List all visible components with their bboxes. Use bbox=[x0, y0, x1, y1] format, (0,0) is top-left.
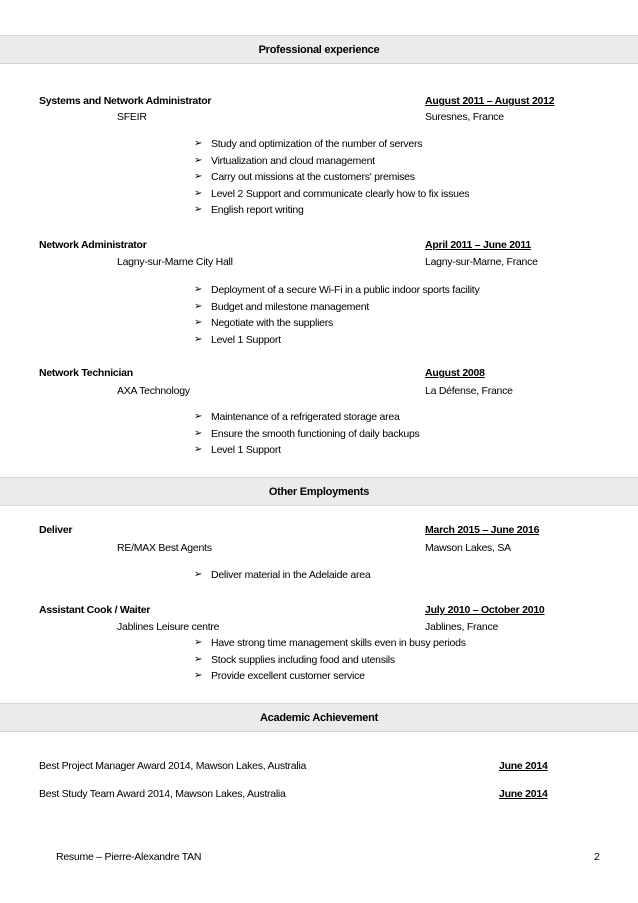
arrow-bullet-icon: ➢ bbox=[194, 444, 203, 456]
list-item bbox=[194, 442, 420, 459]
list-item bbox=[194, 567, 370, 584]
job-date: April 2011 – June 2011 bbox=[425, 239, 531, 251]
arrow-bullet-icon: ➢ bbox=[194, 154, 203, 166]
job-bullet-list bbox=[194, 409, 420, 459]
arrow-bullet-icon: ➢ bbox=[194, 171, 203, 183]
arrow-bullet-icon: ➢ bbox=[194, 670, 203, 682]
list-item bbox=[194, 202, 469, 219]
job-company: AXA Technology bbox=[117, 385, 190, 397]
job-bullet-list bbox=[194, 567, 370, 584]
list-item bbox=[194, 332, 479, 349]
award-date: June 2014 bbox=[499, 788, 548, 800]
bullet-text: Deliver material in the Adelaide area bbox=[211, 569, 371, 581]
section-header-academic-achievement: Academic Achievement bbox=[0, 703, 638, 732]
job-company: RE/MAX Best Agents bbox=[117, 542, 212, 554]
section-header-other-employments: Other Employments bbox=[0, 477, 638, 506]
award-text: Best Project Manager Award 2014, Mawson Lakes, Australia bbox=[39, 760, 307, 772]
job-bullet-list bbox=[194, 282, 479, 348]
section-header-professional-experience: Professional experience bbox=[0, 35, 638, 64]
footer-author: Resume – Pierre-Alexandre TAN bbox=[56, 851, 202, 863]
arrow-bullet-icon: ➢ bbox=[194, 300, 203, 312]
list-item bbox=[194, 282, 479, 299]
list-item bbox=[194, 315, 479, 332]
list-item bbox=[194, 153, 469, 170]
arrow-bullet-icon: ➢ bbox=[194, 138, 203, 149]
award-date: June 2014 bbox=[499, 760, 548, 772]
job-company: Lagny-sur-Marne City Hall bbox=[117, 256, 233, 268]
job-title: Deliver bbox=[39, 524, 73, 536]
job-title: Network Technician bbox=[39, 367, 133, 379]
bullet-text: Stock supplies including food and utensils bbox=[211, 653, 395, 666]
job-title: Assistant Cook / Waiter bbox=[39, 604, 151, 616]
list-item bbox=[194, 635, 466, 652]
bullet-text: Carry out missions at the customers' premises bbox=[211, 171, 415, 184]
arrow-bullet-icon: ➢ bbox=[194, 569, 203, 580]
job-company: SFEIR bbox=[117, 111, 147, 123]
list-item bbox=[194, 169, 469, 186]
job-location: La Défense, France bbox=[425, 385, 513, 397]
page-number: 2 bbox=[594, 851, 600, 863]
arrow-bullet-icon: ➢ bbox=[194, 284, 203, 295]
job-bullet-list bbox=[194, 635, 466, 685]
list-item bbox=[194, 409, 420, 426]
arrow-bullet-icon: ➢ bbox=[194, 411, 203, 422]
arrow-bullet-icon: ➢ bbox=[194, 637, 203, 648]
arrow-bullet-icon: ➢ bbox=[194, 333, 203, 345]
job-date: July 2010 – October 2010 bbox=[425, 604, 545, 616]
bullet-text: Level 2 Support and communicate clearly how to fix issues bbox=[211, 187, 470, 200]
list-item bbox=[194, 668, 466, 685]
job-location: Suresnes, France bbox=[425, 111, 504, 123]
list-item bbox=[194, 652, 466, 669]
job-location: Lagny-sur-Marne, France bbox=[425, 256, 538, 268]
bullet-text: Study and optimization of the number of servers bbox=[211, 138, 423, 150]
job-company: Jablines Leisure centre bbox=[117, 621, 220, 633]
list-item bbox=[194, 186, 469, 203]
award-text: Best Study Team Award 2014, Mawson Lakes, Australia bbox=[39, 788, 286, 800]
bullet-text: Ensure the smooth functioning of daily backups bbox=[211, 427, 420, 440]
job-location: Jablines, France bbox=[425, 621, 499, 633]
bullet-text: Budget and milestone management bbox=[211, 300, 370, 313]
job-date: March 2015 – June 2016 bbox=[425, 524, 540, 536]
job-date: August 2011 – August 2012 bbox=[425, 95, 555, 107]
job-title: Network Administrator bbox=[39, 239, 147, 251]
arrow-bullet-icon: ➢ bbox=[194, 653, 203, 665]
arrow-bullet-icon: ➢ bbox=[194, 427, 203, 439]
job-date: August 2008 bbox=[425, 367, 485, 379]
job-title: Systems and Network Administrator bbox=[39, 95, 212, 107]
list-item bbox=[194, 136, 469, 153]
bullet-text: Have strong time management skills even in busy periods bbox=[211, 637, 466, 649]
bullet-text: Level 1 Support bbox=[211, 333, 281, 346]
bullet-text: Level 1 Support bbox=[211, 444, 281, 457]
bullet-text: Deployment of a secure Wi-Fi in a public indoor sports facility bbox=[211, 284, 480, 296]
arrow-bullet-icon: ➢ bbox=[194, 317, 203, 329]
job-bullet-list bbox=[194, 136, 469, 219]
list-item bbox=[194, 299, 479, 316]
bullet-text: Maintenance of a refrigerated storage area bbox=[211, 411, 400, 423]
arrow-bullet-icon: ➢ bbox=[194, 187, 203, 199]
list-item bbox=[194, 426, 420, 443]
arrow-bullet-icon: ➢ bbox=[194, 204, 203, 216]
bullet-text: English report writing bbox=[211, 204, 304, 217]
bullet-text: Provide excellent customer service bbox=[211, 670, 365, 683]
bullet-text: Negotiate with the suppliers bbox=[211, 317, 333, 330]
bullet-text: Virtualization and cloud management bbox=[211, 154, 375, 167]
job-location: Mawson Lakes, SA bbox=[425, 542, 511, 554]
